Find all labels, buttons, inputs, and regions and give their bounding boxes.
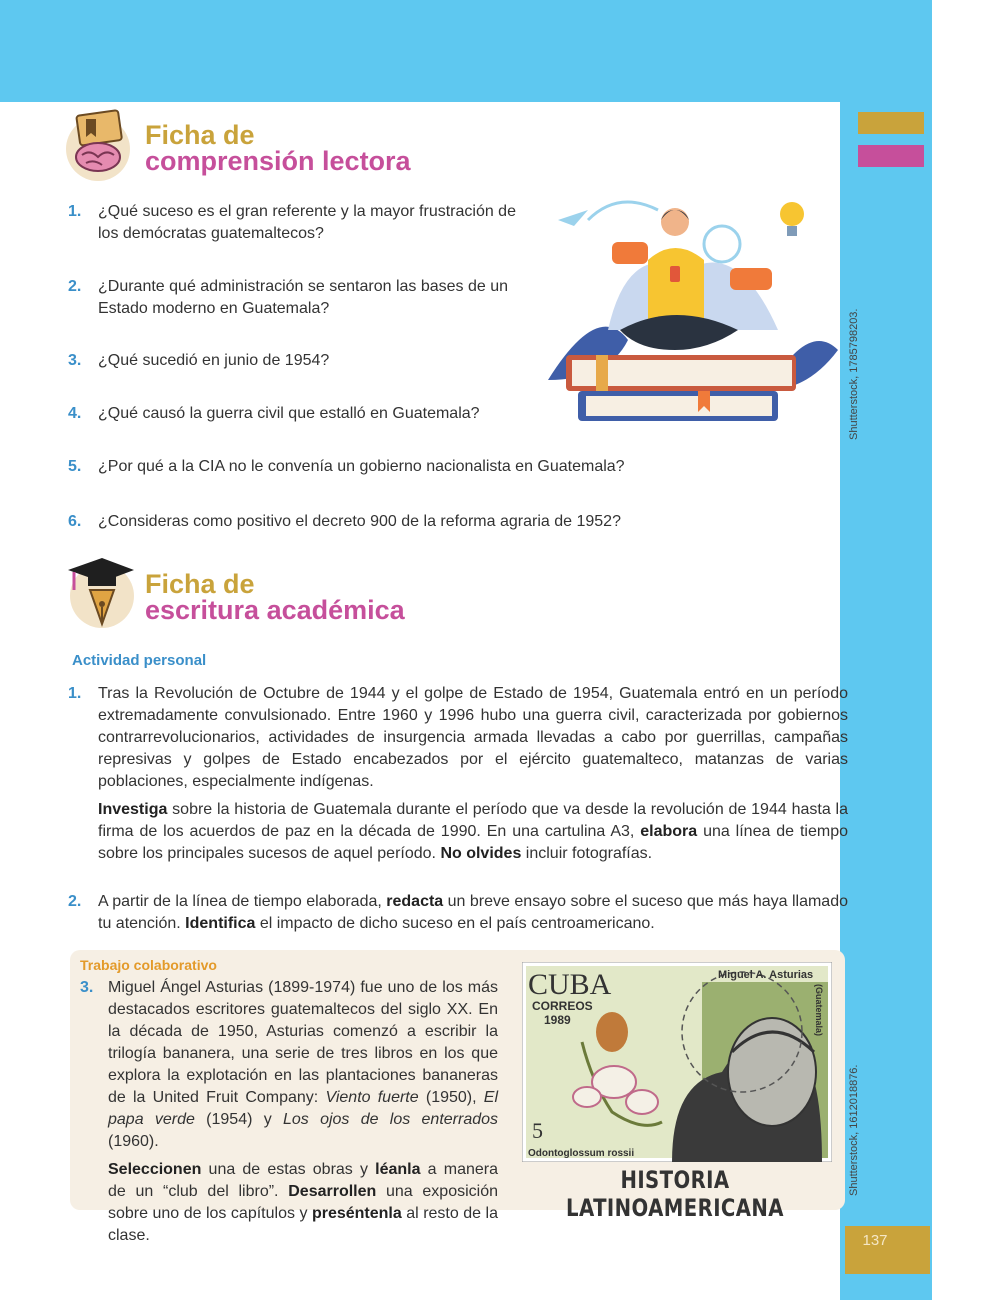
question-item xyxy=(68,511,658,533)
writing-title-line1: Ficha de xyxy=(145,569,255,599)
reading-title-line1: Ficha de xyxy=(145,120,255,150)
question-number: 5. xyxy=(68,458,82,475)
text-run: (1954) y xyxy=(194,1111,283,1128)
brain-book-icon xyxy=(62,105,134,183)
text-run: una línea de tiempo sobre los principales sucesos de aquel período. xyxy=(98,823,848,862)
book-title: El papa verde xyxy=(108,1089,498,1128)
question-text: ¿Qué sucedió en junio de 1954? xyxy=(98,352,330,369)
page-margin xyxy=(932,0,1004,1300)
writing-title-line2: escritura académica xyxy=(145,595,405,625)
keyword: Seleccionen xyxy=(108,1161,202,1178)
text-run: (1960). xyxy=(108,1133,159,1150)
book-title: Los ojos de los enterrados xyxy=(283,1111,499,1128)
question-item xyxy=(68,350,528,372)
keyword: No olvides xyxy=(440,845,522,862)
keyword: Investiga xyxy=(98,801,168,818)
question-text: ¿Consideras como positivo el decreto 900 de la reforma agraria de 1952? xyxy=(98,513,621,530)
item-number: 2. xyxy=(68,893,82,910)
page-number: 137 xyxy=(862,1232,888,1249)
top-color-band xyxy=(0,0,1004,102)
section-tab-gold xyxy=(858,112,924,134)
text-run: A partir de la línea de tiempo elaborada, xyxy=(98,893,387,910)
text-run: (1950), xyxy=(418,1089,484,1106)
collaborative-item-3 xyxy=(80,977,498,1253)
question-item xyxy=(68,276,528,320)
question-item xyxy=(68,201,528,245)
collab-paragraph-1 xyxy=(108,977,498,1153)
question-number: 4. xyxy=(68,405,82,422)
writing-item-1 xyxy=(68,683,848,871)
text-run: sobre la historia de Guatemala durante el período que va desde la revolución de 1944 hasta la firma de los acuerdos de paz en la década de 1990. En una cartulina A3, xyxy=(98,801,848,840)
stamp-name: Miguel A. Asturias xyxy=(718,969,814,981)
keyword: léanla xyxy=(375,1161,421,1178)
writing-item-2 xyxy=(68,891,848,935)
item-intro: Tras la Revolución de Octubre de 1944 y el golpe de Estado de 1954, Guatemala entró en un período extremadamente convulsionado. Entre 1960 y 1996 hubo una guerra civil, caracterizada por gobiernos contrarrevolucionarios, actividades de insurgencia armada llevadas a cabo por guerrillas, campañas represivas y golpes de Estado encabezados por el ejército guatemalteco, matanzas de varias poblaciones, especialmente indígenas. xyxy=(98,685,848,790)
keyword: elabora xyxy=(640,823,698,840)
graduation-pen-icon xyxy=(62,552,134,630)
text-run: a manera de un “club del libro”. xyxy=(108,1161,498,1200)
keyword: preséntenla xyxy=(311,1205,402,1222)
text-run: al resto de la clase. xyxy=(108,1205,498,1244)
text-run: el impacto de dicho suceso en el país centroamericano. xyxy=(255,915,655,932)
image-credit-bottom: Shutterstock, 1612018876. xyxy=(848,1064,860,1196)
text-run: incluir fotografías. xyxy=(521,845,653,862)
cuba-stamp-image xyxy=(522,962,832,1162)
item-body xyxy=(108,977,498,1253)
stamp-flower-name: Odontoglossum rossii xyxy=(528,1148,635,1159)
text-run: Miguel Ángel Asturias (1899-1974) fue uno de los más destacados escritores guatemaltecos del siglo XX. En la década de 1950, Asturias comenzó a escribir la trilogía bananera, una serie de tres libros en los que explora la explotación en las plantaciones bananeras de la United Fruit Company: xyxy=(108,979,498,1106)
section-tab-pink xyxy=(858,145,924,167)
keyword: Identifica xyxy=(185,915,256,932)
question-text: ¿Qué suceso es el gran referente y la mayor frustración de los demócratas guatemaltecos? xyxy=(98,203,516,242)
question-number: 2. xyxy=(68,278,82,295)
stamp-value: 5 xyxy=(532,1118,543,1143)
text-run: una exposición sobre uno de los capítulos y xyxy=(108,1183,499,1222)
question-number: 3. xyxy=(68,352,82,369)
text-run: una de estas obras y xyxy=(201,1161,376,1178)
stamp-year: 1989 xyxy=(544,1013,571,1027)
keyword: redacta xyxy=(386,893,444,910)
stamp-caption: HISTORIA LATINOAMERICANA xyxy=(566,1166,784,1222)
item-body xyxy=(98,891,848,935)
question-text: ¿Por qué a la CIA no le convenía un gobierno nacionalista en Guatemala? xyxy=(98,458,625,475)
question-text: ¿Durante qué administración se sentaron las bases de un Estado moderno en Guatemala? xyxy=(98,278,509,317)
activity-personal-label: Actividad personal xyxy=(72,652,207,669)
collaborative-work-label: Trabajo colaborativo xyxy=(80,957,217,973)
stamp-country: CUBA xyxy=(528,968,612,1001)
question-text: ¿Qué causó la guerra civil que estalló en Guatemala? xyxy=(98,405,480,422)
stamp-nationality: (Guatemala) xyxy=(814,984,824,1037)
collab-paragraph-2 xyxy=(108,1159,498,1247)
reading-title-line2: comprensión lectora xyxy=(145,146,411,176)
question-item xyxy=(68,403,528,425)
item-number: 3. xyxy=(80,979,94,996)
item-number: 1. xyxy=(68,685,82,702)
reading-person-illustration xyxy=(538,180,838,440)
image-credit-top: Shutterstock, 1785798203. xyxy=(848,308,860,440)
stamp-correos: CORREOS xyxy=(532,999,593,1013)
book-title: Viento fuerte xyxy=(325,1089,419,1106)
question-item xyxy=(68,456,658,478)
item-body xyxy=(98,683,848,871)
question-number: 1. xyxy=(68,203,82,220)
keyword: Desarrollen xyxy=(288,1183,377,1200)
question-number: 6. xyxy=(68,513,82,530)
item-instructions xyxy=(98,799,848,865)
text-run: un breve ensayo sobre el suceso que más haya llamado tu atención. xyxy=(98,893,849,932)
